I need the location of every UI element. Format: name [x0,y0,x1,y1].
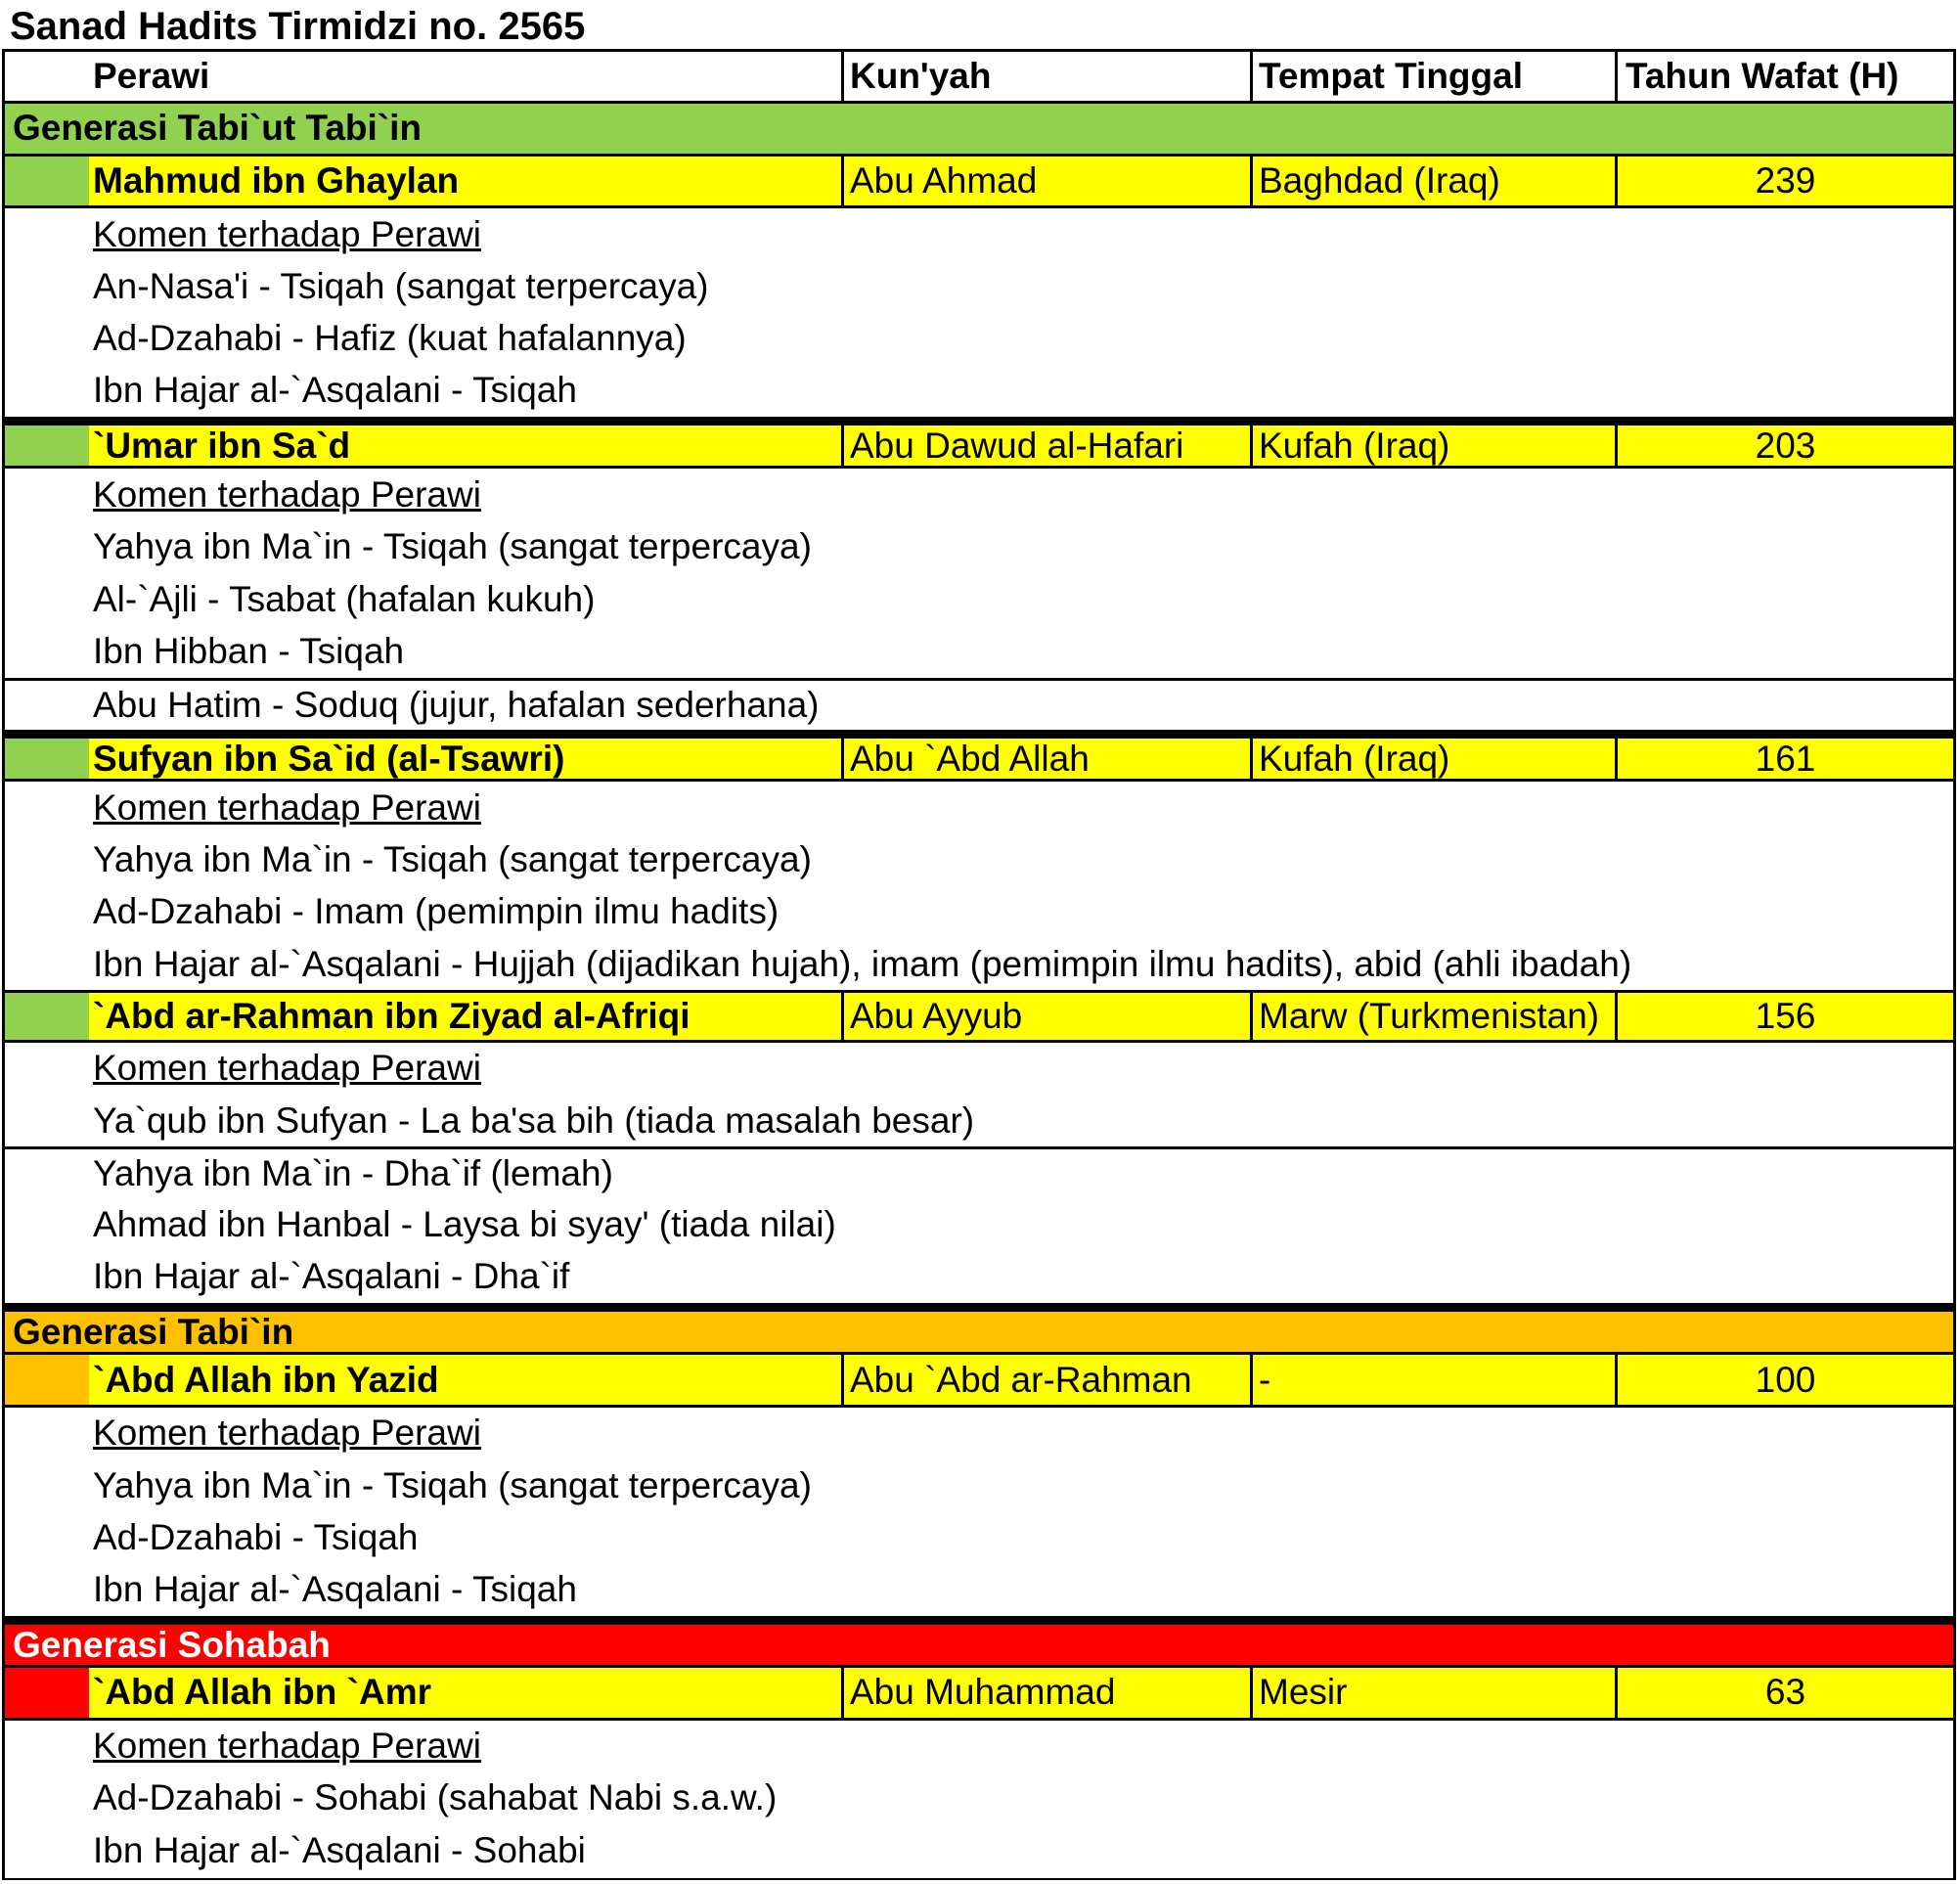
comment-row [5,1251,1953,1303]
header-tempat-tinggal: Tempat Tinggal [1250,52,1615,101]
generation-row-tabiin [5,1303,1953,1355]
comment-text: An-Nasa'i - Tsiqah (sangat terpercaya) [93,265,709,306]
comment-row [5,1824,1953,1876]
comment-heading-row [5,1721,1953,1772]
narrator-death-year: 203 [1615,426,1953,466]
narrator-row [5,990,1953,1042]
comment-row [5,1146,1953,1198]
comment-text: Ya`qub ibn Sufyan - La ba'sa bih (tiada masalah besar) [93,1099,975,1141]
comment-row [5,1511,1953,1563]
comment-heading-row [5,1043,1953,1095]
narrator-row [5,730,1953,782]
comment-text: Ibn Hajar al-`Asqalani - Tsiqah [93,370,577,411]
narrator-name: `Abd Allah ibn `Amr [93,1672,431,1713]
comment-heading-row [5,782,1953,833]
comment-row [5,312,1953,364]
comment-text: Abu Hatim - Soduq (jujur, hafalan sederhana) [93,684,820,725]
narrator-name: `Umar ibn Sa`d [93,426,351,466]
generation-marker [5,993,89,1039]
narrator-kunyah: Abu `Abd ar-Rahman [841,1355,1250,1404]
narrator-row [5,1668,1953,1720]
header-kunyah: Kun'yah [841,52,1250,101]
sanad-table [2,49,1956,1880]
comment-row [5,1199,1953,1251]
comment-text: Yahya ibn Ma`in - Tsiqah (sangat terpercaya) [93,526,812,567]
generation-row-sohabah [5,1616,1953,1668]
comment-text: Ad-Dzahabi - Sohabi (sahabat Nabi s.a.w.) [93,1777,778,1818]
narrator-residence: Mesir [1250,1668,1615,1717]
header-perawi: Perawi [93,56,210,97]
narrator-death-year: 63 [1615,1668,1953,1717]
comment-text: Ad-Dzahabi - Tsiqah [93,1516,419,1557]
comment-row [5,938,1953,990]
generation-marker [5,1355,89,1404]
narrator-name: `Abd Allah ibn Yazid [93,1359,439,1400]
comment-row [5,521,1953,573]
comment-row [5,1772,1953,1824]
narrator-death-year: 161 [1615,739,1953,779]
narrator-name: Mahmud ibn Ghaylan [93,159,460,201]
comment-text: Ad-Dzahabi - Imam (pemimpin ilmu hadits) [93,891,780,932]
comment-text: Ibn Hajar al-`Asqalani - Tsiqah [93,1569,577,1610]
narrator-death-year: 156 [1615,993,1953,1039]
comment-row [5,886,1953,938]
comment-row [5,260,1953,312]
comment-text: Ibn Hajar al-`Asqalani - Dha`if [93,1256,570,1297]
generation-marker [5,1668,89,1717]
comment-heading: Komen terhadap Perawi [93,474,481,516]
comment-heading: Komen terhadap Perawi [93,213,481,254]
narrator-kunyah: Abu `Abd Allah [841,739,1250,779]
narrator-kunyah: Abu Dawud al-Hafari [841,426,1250,466]
comment-heading: Komen terhadap Perawi [93,1413,481,1454]
comment-text: Ahmad ibn Hanbal - Laysa bi syay' (tiada nilai) [93,1204,836,1245]
narrator-residence: - [1250,1355,1615,1404]
comment-heading: Komen terhadap Perawi [93,786,481,828]
narrator-death-year: 239 [1615,157,1953,205]
comment-text: Ibn Hibban - Tsiqah [93,630,405,671]
comment-row [5,678,1953,730]
comment-row [5,625,1953,677]
narrator-kunyah: Abu Ahmad [841,157,1250,205]
comment-text: Yahya ibn Ma`in - Tsiqah (sangat terpercaya) [93,1464,812,1505]
comment-text: Ad-Dzahabi - Hafiz (kuat hafalannya) [93,318,687,359]
comment-heading: Komen terhadap Perawi [93,1048,481,1089]
comment-row [5,833,1953,885]
comment-row [5,1564,1953,1616]
narrator-residence: Kufah (Iraq) [1250,739,1615,779]
narrator-row [5,157,1953,208]
generation-row-tabiut-tabiin [5,104,1953,156]
comment-row [5,1095,1953,1146]
comment-heading-row [5,1408,1953,1459]
header-tahun-wafat: Tahun Wafat (H) [1615,52,1953,101]
narrator-name: `Abd ar-Rahman ibn Ziyad al-Afriqi [93,995,690,1036]
narrator-kunyah: Abu Muhammad [841,1668,1250,1717]
narrator-death-year: 100 [1615,1355,1953,1404]
generation-label: Generasi Tabi`in [13,1311,294,1352]
table-header-row [5,52,1953,104]
comment-text: Ibn Hajar al-`Asqalani - Hujjah (dijadikan hujah), imam (pemimpin ilmu hadits), abid (ahli ibadah) [93,943,1632,984]
narrator-row [5,417,1953,469]
narrator-residence: Marw (Turkmenistan) [1250,993,1615,1039]
comment-heading-row [5,469,1953,520]
comment-heading-row [5,208,1953,260]
generation-marker [5,426,89,466]
generation-marker [5,739,89,779]
comment-text: Yahya ibn Ma`in - Tsiqah (sangat terpercaya) [93,839,812,880]
generation-label: Generasi Sohabah [13,1624,331,1665]
comment-text: Al-`Ajli - Tsabat (hafalan kukuh) [93,578,596,619]
comment-row [5,365,1953,417]
narrator-residence: Kufah (Iraq) [1250,426,1615,466]
narrator-kunyah: Abu Ayyub [841,993,1250,1039]
comment-text: Ibn Hajar al-`Asqalani - Sohabi [93,1829,586,1870]
sheet-title: Sanad Hadits Tirmidzi no. 2565 [10,5,586,48]
comment-heading: Komen terhadap Perawi [93,1726,481,1767]
generation-marker [5,157,89,205]
generation-label: Generasi Tabi`ut Tabi`in [13,108,423,149]
narrator-residence: Baghdad (Iraq) [1250,157,1615,205]
narrator-name: Sufyan ibn Sa`id (al-Tsawri) [93,738,565,779]
comment-row [5,573,1953,625]
narrator-row [5,1355,1953,1407]
comment-row [5,1459,1953,1511]
comment-text: Yahya ibn Ma`in - Dha`if (lemah) [93,1153,613,1194]
